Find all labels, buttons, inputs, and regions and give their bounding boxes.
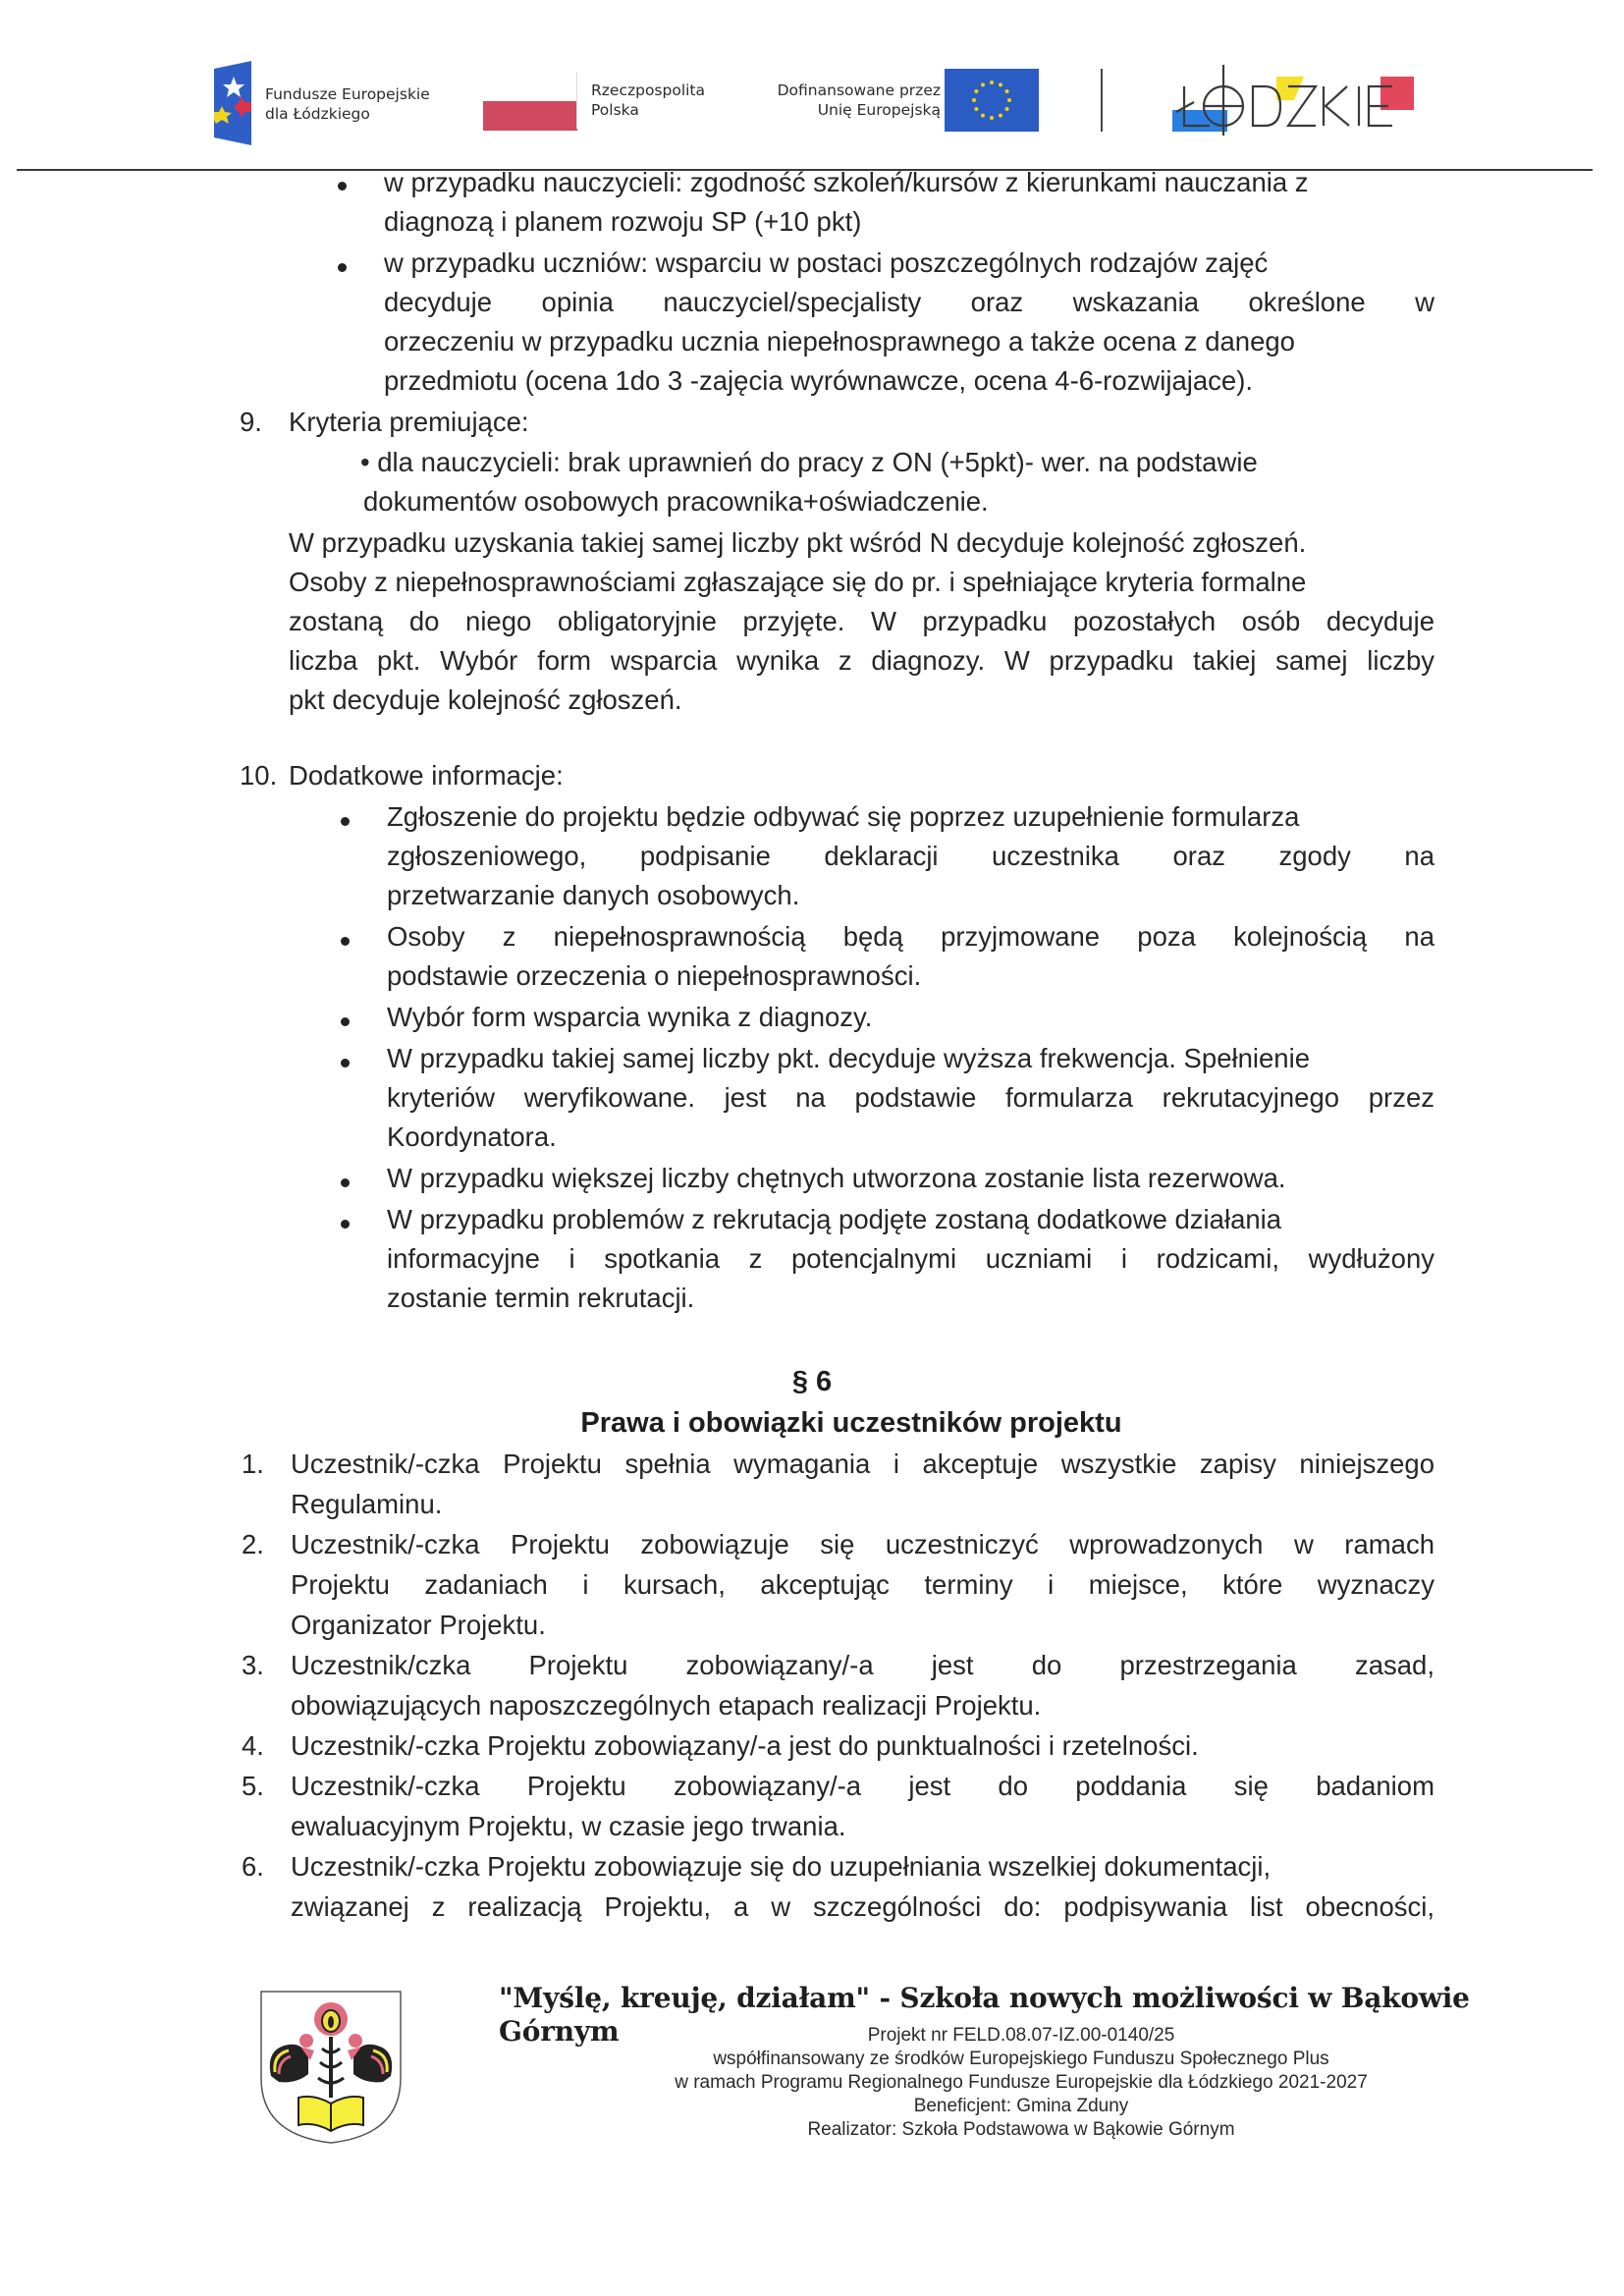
item-paragraph: W przypadku uzyskania takiej samej liczby pkt wśród N decyduje kolejność zgłoszeń. <box>289 527 1307 558</box>
bullet-icon <box>341 1017 350 1026</box>
footer-implementer: Realizator: Szkoła Podstawowa w Bąkowie Górnym <box>807 2119 1235 2140</box>
bullet-text: Wybór form wsparcia wynika z diagnozy. <box>387 1002 873 1032</box>
item-paragraph: zostaną do niego obligatoryjnie przyjęte. W przypadku pozostałych osób decyduje <box>289 606 1435 636</box>
bullet-text: w przypadku uczniów: wsparciu w postaci poszczególnych rodzajów zajęć <box>384 247 1269 278</box>
list-item-text: Projektu zadaniach i kursach, akceptując terminy i miejsce, które wyznaczy <box>291 1569 1435 1600</box>
bullet-text: w przypadku nauczycieli: zgodność szkoleń/kursów z kierunkami nauczania z <box>384 167 1309 197</box>
bullet-icon <box>338 263 347 272</box>
item-paragraph: Osoby z niepełnosprawnościami zgłaszające się do pr. i spełniające kryteria formalne <box>289 567 1307 597</box>
bullet-text: podstawie orzeczenia o niepełnosprawności. <box>387 960 922 991</box>
bullet-text: W przypadku takiej samej liczby pkt. decyduje wyższa frekwencja. Spełnienie <box>387 1043 1310 1073</box>
list-item-text: Uczestnik/czka Projektu zobowiązany/-a jest do przestrzegania zasad, <box>291 1650 1435 1680</box>
eu-cofinanced-text <box>754 81 941 120</box>
bullet-icon <box>341 1220 350 1229</box>
list-number: 1. <box>242 1449 264 1479</box>
list-item-text: Uczestnik/-czka Projektu zobowiązuje się uczestniczyć wprowadzonych w ramach <box>291 1529 1435 1559</box>
bullet-text: orzeczeniu w przypadku ucznia niepełnosprawnego a także ocena z danego <box>384 326 1295 356</box>
divider <box>576 72 577 129</box>
list-item-text: Organizator Projektu. <box>291 1610 546 1640</box>
bullet-text: zostanie termin rekrutacji. <box>387 1283 695 1313</box>
bullet-text: informacyjne i spotkania z potencjalnymi uczniami i rodzicami, wydłużony <box>387 1243 1435 1274</box>
bullet-text: Koordynatora. <box>387 1121 557 1152</box>
item-sub-text: • dla nauczycieli: brak uprawnień do pracy z ON (+5pkt)- wer. na podstawie <box>360 447 1258 477</box>
bullet-text: Osoby z niepełnosprawnością będą przyjmowane poza kolejnością na <box>387 921 1435 952</box>
list-number: 3. <box>242 1650 264 1680</box>
item-paragraph: pkt decyduje kolejność zgłoszeń. <box>289 684 682 715</box>
list-item-text: Uczestnik/-czka Projektu spełnia wymagania i akceptuje wszystkie zapisy niniejszego <box>291 1449 1435 1479</box>
bullet-icon <box>341 1059 350 1067</box>
rp-line2: Polska <box>591 101 639 119</box>
list-number: 4. <box>242 1730 264 1761</box>
item-title: Kryteria premiujące: <box>289 407 529 437</box>
bullet-text: W przypadku większej liczby chętnych utworzona zostanie lista rezerwowa. <box>387 1163 1286 1193</box>
fe-logo-line1: Fundusze Europejskie <box>265 85 430 103</box>
bullet-text: zgłoszeniowego, podpisanie deklaracji uczestnika oraz zgody na <box>387 841 1435 871</box>
bullet-text: kryteriów weryfikowane. jest na podstawie formularza rekrutacyjnego przez <box>387 1082 1435 1113</box>
bullet-icon <box>338 182 347 191</box>
bullet-text: przetwarzanie danych osobowych. <box>387 880 800 910</box>
item-sub-text: dokumentów osobowych pracownika+oświadczenie. <box>363 486 989 517</box>
list-item-text: Uczestnik/-czka Projektu zobowiązuje się do uzupełniania wszelkiej dokumentacji, <box>291 1851 1272 1882</box>
list-item-text: związanej z realizacją Projektu, a w szczególności do: podpisywania list obecności, <box>291 1891 1435 1922</box>
list-item-text: Regulaminu. <box>291 1489 443 1519</box>
footer-project-number: Projekt nr FELD.08.07-IZ.00-0140/25 <box>867 2025 1175 2046</box>
polish-flag-icon <box>483 101 577 131</box>
section-title: Prawa i obowiązki uczestników projektu <box>580 1407 1122 1439</box>
list-number: 6. <box>242 1851 264 1882</box>
rp-line1: Rzeczpospolita <box>591 82 706 99</box>
fundusze-europejskie-logo-icon <box>208 61 255 145</box>
footer-beneficiary: Beneficjent: Gmina Zduny <box>913 2096 1129 2116</box>
list-number: 5. <box>242 1771 264 1801</box>
lodzkie-region-logo-icon <box>1159 59 1434 137</box>
bullet-text: W przypadku problemów z rekrutacją podjęte zostaną dodatkowe działania <box>387 1204 1282 1234</box>
logo-bar <box>0 0 1624 172</box>
list-number: 9. <box>240 407 262 437</box>
list-number: 10. <box>240 760 278 791</box>
fe-logo-text <box>265 84 430 124</box>
footer-project-title: "Myślę, kreuję, działam" - Szkoła nowych możliwości w Bąkowie Górnym <box>499 1982 1470 2048</box>
bullet-text: diagnozą i planem rozwoju SP (+10 pkt) <box>384 206 862 237</box>
list-number: 2. <box>242 1529 264 1559</box>
list-item-text: Uczestnik/-czka Projektu zobowiązany/-a jest do poddania się badaniom <box>291 1771 1435 1801</box>
bullet-text: przedmiotu (ocena 1do 3 -zajęcia wyrównawcze, ocena 4-6-rozwijajace). <box>384 365 1253 396</box>
rp-logo-text <box>591 81 705 120</box>
bullet-text: Zgłoszenie do projektu będzie odbywać się poprzez uzupełnienie formularza <box>387 801 1300 832</box>
bullet-text: decyduje opinia nauczyciel/specjalisty oraz wskazania określone w <box>384 287 1435 317</box>
eu-flag-icon <box>945 69 1039 132</box>
section-mark: § 6 <box>791 1366 833 1397</box>
coat-of-arms-icon <box>257 1988 405 2145</box>
fe-logo-line2: dla Łódzkiego <box>265 105 370 123</box>
item-paragraph: liczba pkt. Wybór form wsparcia wynika z diagnozy. W przypadku takiej samej liczby <box>289 645 1435 676</box>
eu-line2: Unię Europejską <box>817 101 941 119</box>
logo-separator <box>1101 69 1103 132</box>
footer-programme: w ramach Programu Regionalnego Fundusze Europejskie dla Łódzkiego 2021-2027 <box>675 2072 1368 2093</box>
list-item-text: ewaluacyjnym Projektu, w czasie jego trwania. <box>291 1811 846 1841</box>
footer-cofinanced: współfinansowany ze środków Europejskiego Funduszu Społecznego Plus <box>713 2049 1329 2069</box>
bullet-icon <box>341 1178 350 1187</box>
list-item-text: obowiązujących naposzczególnych etapach realizacji Projektu. <box>291 1690 1042 1721</box>
eu-line1: Dofinansowane przez <box>777 82 941 99</box>
bullet-icon <box>341 817 350 826</box>
list-item-text: Uczestnik/-czka Projektu zobowiązany/-a jest do punktualności i rzetelności. <box>291 1730 1199 1761</box>
bullet-icon <box>341 937 350 946</box>
item-title: Dodatkowe informacje: <box>289 760 564 791</box>
